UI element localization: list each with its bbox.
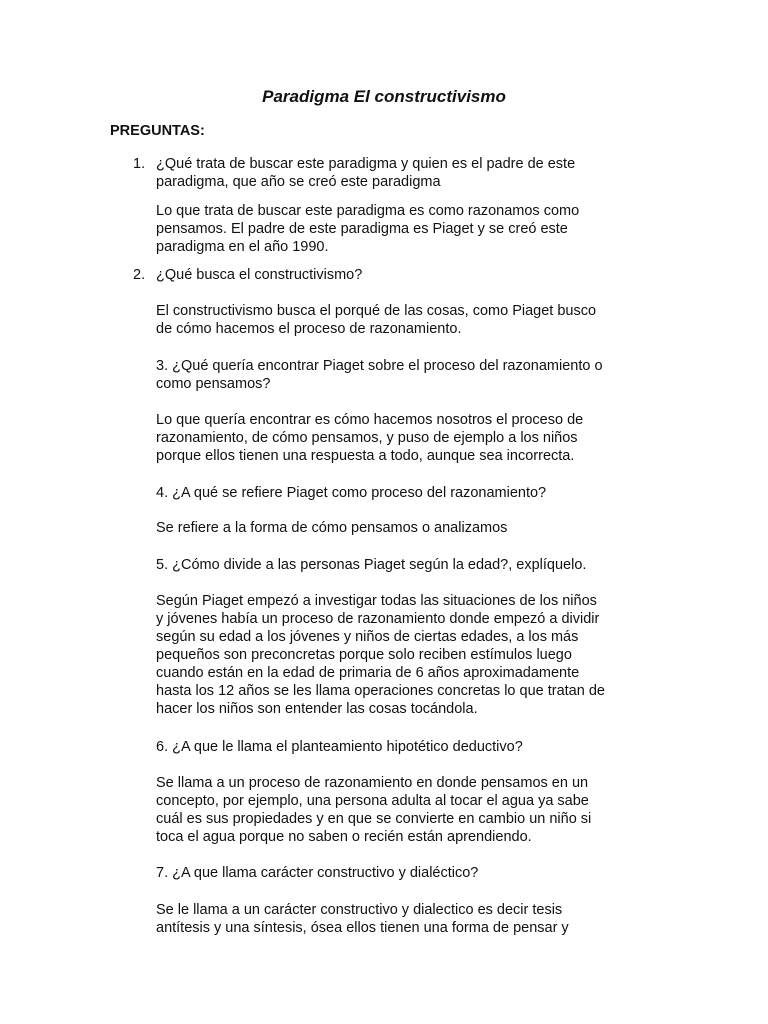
question-2: ¿Qué busca el constructivismo? [156, 267, 363, 283]
answer-4: Se refiere a la forma de cómo pensamos o analizamos [156, 520, 508, 536]
question-7: 7. ¿A que llama carácter constructivo y dialéctico? [156, 865, 479, 881]
list-number: 2. [133, 267, 146, 283]
answer-5: Según Piaget empezó a investigar todas las situaciones de los niños y jóvenes había un proceso de razonamiento donde empezó a dividir según su edad a los jóvenes y niños de ciertas edades, a los más pequeños son preconcretas porque solo reciben estímulos luego cuando están en la edad de primaria de 6 años aproximadamente hasta los 12 años se les llama operaciones concretas lo que tratan de hacer los niños son entender las cosas tocándola. [156, 593, 605, 717]
question-5: 5. ¿Cómo divide a las personas Piaget según la edad?, explíquelo. [156, 557, 587, 573]
section-label: PREGUNTAS: [110, 123, 205, 139]
page-title: Paradigma El constructivismo [262, 87, 506, 106]
answer-7: Se le llama a un carácter constructivo y dialectico es decir tesis antítesis y una síntesis, ósea ellos tienen una forma de pensar y [156, 902, 569, 936]
answer-6: Se llama a un proceso de razonamiento en donde pensamos en un concepto, por ejemplo, una persona adulta al tocar el agua ya sabe cuál es sus propiedades y en que se convierte en cambio un niño si toca el agua porque no saben o recién están aprendiendo. [156, 775, 592, 845]
answer-3: Lo que quería encontrar es cómo hacemos nosotros el proceso de razonamiento, de cómo pensamos, y puso de ejemplo a los niños porque ellos tienen una respuesta a todo, aunque sea incorrecta. [156, 412, 584, 464]
answer-2: El constructivismo busca el porqué de las cosas, como Piaget busco de cómo hacemos el proceso de razonamiento. [156, 303, 597, 337]
question-6: 6. ¿A que le llama el planteamiento hipotético deductivo? [156, 739, 523, 755]
question-3: 3. ¿Qué quería encontrar Piaget sobre el proceso del razonamiento o como pensamos? [156, 358, 603, 392]
question-4: 4. ¿A qué se refiere Piaget como proceso del razonamiento? [156, 485, 547, 501]
answer-1: Lo que trata de buscar este paradigma es como razonamos como pensamos. El padre de este paradigma es Piaget y se creó este paradigma en el año 1990. [156, 203, 580, 255]
question-1: ¿Qué trata de buscar este paradigma y quien es el padre de este paradigma, que año se creó este paradigma [156, 156, 576, 190]
list-number: 1. [133, 156, 146, 172]
